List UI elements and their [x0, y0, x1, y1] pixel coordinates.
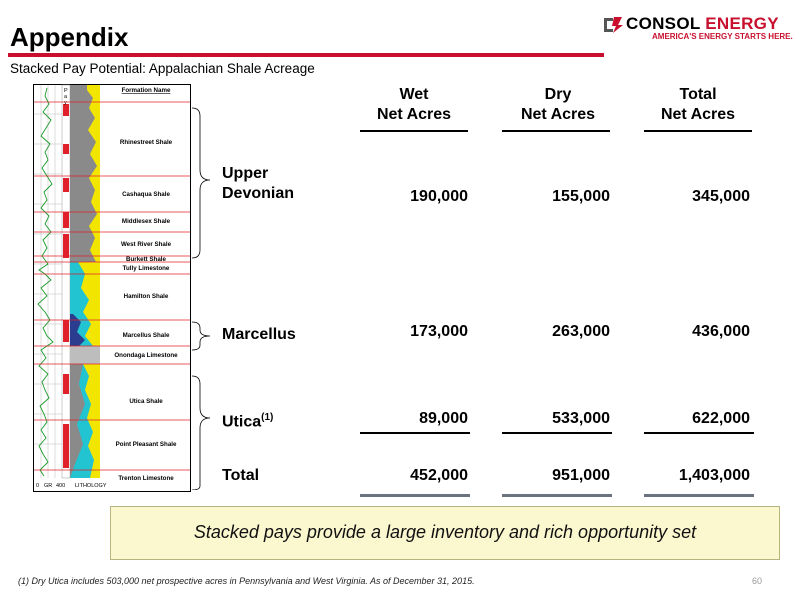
gr-track [34, 85, 62, 478]
cell-marcellus-total: 436,000 [692, 323, 750, 340]
formation-header: Formation Name [121, 87, 171, 94]
page-title: Appendix [10, 22, 129, 52]
row-label-total: Total [222, 467, 260, 484]
sum-line-total [644, 432, 754, 434]
footnote: (1) Dry Utica includes 503,000 net prospective acres in Pennsylvania and West Virginia. As of December 31, 2015. [18, 576, 475, 586]
utica-bracket [192, 376, 210, 490]
logo-tagline: AMERICA'S ENERGY STARTS HERE. [652, 32, 793, 41]
cell-total-dry: 951,000 [552, 467, 610, 484]
cell-upper-devonian-wet: 190,000 [410, 188, 468, 205]
column-header-dry: Dry Net Acres [520, 86, 596, 123]
logo-wordmark [626, 14, 779, 34]
formation-label: Tully Limestone [122, 265, 170, 272]
cell-upper-devonian-total: 345,000 [692, 188, 750, 205]
column-header-total: Total Net Acres [660, 86, 736, 123]
total-underline-wet [360, 494, 470, 497]
formation-label: Onondaga Limestone [114, 352, 178, 359]
lithology-axis-label: LITHOLOGY [75, 483, 107, 489]
row-label-marcellus: Marcellus [222, 326, 296, 343]
cell-total-total: 1,403,000 [678, 467, 750, 484]
gr-axis-min: 0 [36, 483, 40, 489]
formation-label: Burkett Shale [126, 256, 166, 263]
logo-name-part2: ENERGY [705, 14, 779, 33]
cell-marcellus-wet: 173,000 [410, 323, 468, 340]
formation-label: Marcellus Shale [122, 332, 170, 339]
upper-devonian-bracket [192, 108, 210, 258]
sum-line-dry [502, 432, 612, 434]
well-log-panel [33, 84, 191, 492]
callout-text: Stacked pays provide a large inventory and rich opportunity set [193, 522, 697, 542]
cell-upper-devonian-dry: 155,000 [552, 188, 610, 205]
formation-label: Cashaqua Shale [122, 191, 170, 198]
formation-label: Rhinestreet Shale [119, 139, 173, 146]
formation-label: Point Pleasant Shale [115, 441, 177, 448]
marcellus-bracket [192, 322, 210, 350]
header-underline-wet [360, 130, 468, 132]
formation-label: Hamilton Shale [123, 293, 169, 300]
cell-utica-total: 622,000 [692, 410, 750, 427]
row-label-utica: Utica$^{(1)}$ [222, 412, 274, 431]
cell-marcellus-dry: 263,000 [552, 323, 610, 340]
lithology-track [70, 85, 100, 478]
header-underline-total [644, 130, 752, 132]
sum-line-wet [360, 432, 470, 434]
header-underline-dry [502, 130, 610, 132]
formation-label: Middlesex Shale [121, 218, 171, 225]
gr-axis-name: GR [44, 483, 53, 489]
gr-axis-max: 400 [56, 483, 66, 489]
pay-track [62, 85, 70, 478]
cell-utica-wet: 89,000 [419, 410, 468, 427]
formation-label: Utica Shale [129, 398, 163, 405]
formation-label: West River Shale [120, 241, 172, 248]
svg-text:a: a [64, 94, 68, 100]
column-header-wet: Wet Net Acres [376, 86, 452, 123]
company-logo [604, 14, 792, 44]
logo-name-part1: CONSOL [626, 14, 701, 33]
row-label-upper-devonian: Upper Devonian [222, 165, 295, 202]
total-underline-dry [502, 494, 612, 497]
formation-label: Trenton Limestone [118, 475, 174, 482]
svg-text:y: y [64, 100, 67, 106]
callout-banner [110, 506, 780, 560]
cell-total-wet: 452,000 [410, 467, 468, 484]
page-subtitle: Stacked Pay Potential: Appalachian Shale Acreage [10, 61, 315, 76]
pay-header-label: P [64, 88, 68, 94]
cell-utica-dry: 533,000 [552, 410, 610, 427]
title-divider [8, 53, 604, 57]
group-brackets [190, 100, 222, 490]
page-number: 60 [752, 576, 763, 586]
consol-logo-icon [604, 16, 624, 34]
total-underline-total [644, 494, 754, 497]
